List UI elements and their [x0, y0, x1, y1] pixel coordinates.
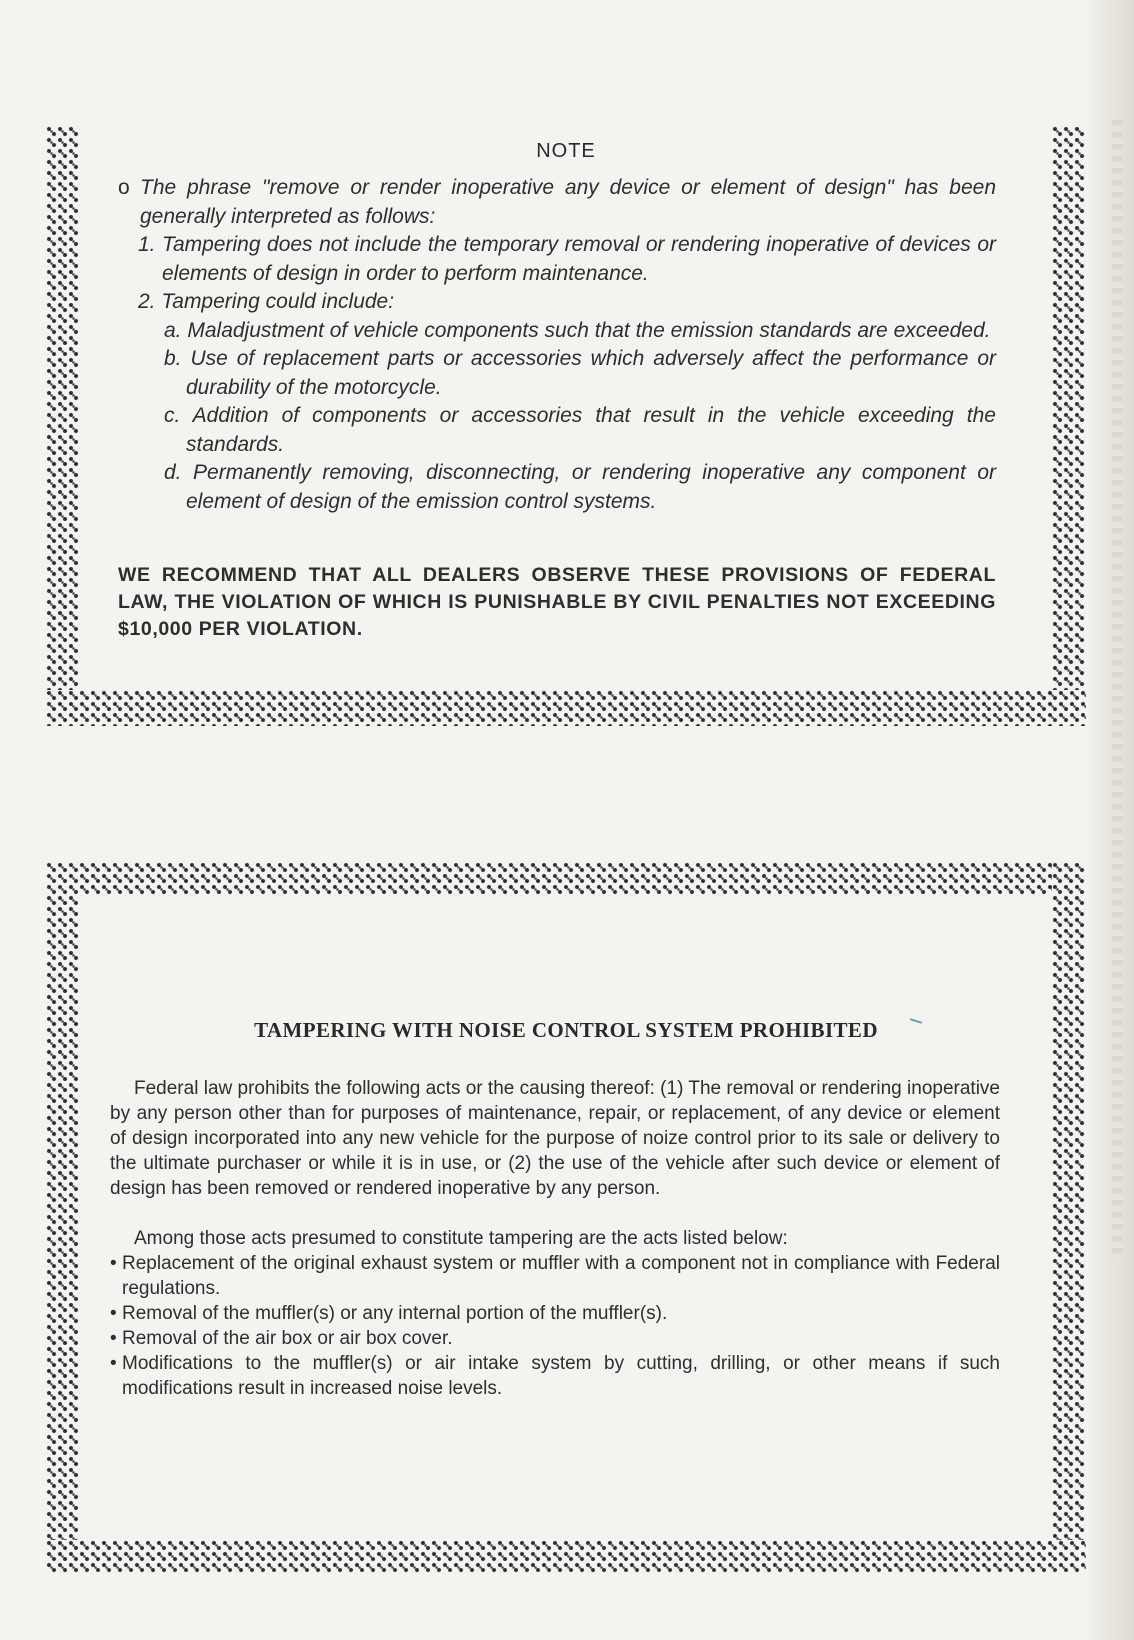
ornamental-border-left: [46, 126, 80, 726]
note-item-1: 1. Tampering does not include the temporary removal or rendering inoperative of devices or elements of design in order to perform maintenance.: [138, 233, 996, 285]
circle-bullet-icon: o: [118, 176, 130, 199]
ornamental-border-right: [1052, 862, 1086, 1574]
noise-body: [110, 1076, 1000, 1401]
ornamental-border-right: [1052, 126, 1086, 726]
note-subitem-d: d. Permanently removing, disconnecting, or rendering inoperative any component or element of design of the emission control systems.: [164, 461, 996, 513]
list-item: • Replacement of the original exhaust system or muffler with a component not in compliance with Federal regulations.: [110, 1253, 1000, 1299]
note-box: [46, 126, 1086, 726]
page-edge-texture: [1112, 120, 1122, 1260]
list-item: • Removal of the muffler(s) or any internal portion of the muffler(s).: [110, 1303, 668, 1324]
ornamental-border-bottom: [46, 1540, 1086, 1574]
bullet-icon: •: [110, 1303, 117, 1324]
note-subitem-c: c. Addition of components or accessories that result in the vehicle exceeding the standards.: [164, 404, 996, 456]
bullet-icon: •: [110, 1253, 117, 1274]
page-edge: [1088, 0, 1134, 1640]
note-subitem-a: a. Maladjustment of vehicle components such that the emission standards are exceeded.: [164, 318, 991, 342]
note-subitem-b: b. Use of replacement parts or accessories which adversely affect the performance or durability of the motorcycle.: [164, 347, 996, 399]
note-item-2: 2. Tampering could include:: [138, 290, 395, 313]
dealer-warning: WE RECOMMEND THAT ALL DEALERS OBSERVE THESE PROVISIONS OF FEDERAL LAW, THE VIOLATION OF WHICH IS PUNISHABLE BY CIVIL PENALTIES NOT EXCEEDING $10,000 PER VIOLATION.: [118, 564, 996, 640]
list-item: • Removal of the air box or air box cover.: [110, 1328, 453, 1349]
noise-lead: Among those acts presumed to constitute tampering are the acts listed below:: [134, 1228, 788, 1249]
note-title: NOTE: [536, 140, 596, 162]
noise-paragraph: Federal law prohibits the following acts or the causing thereof: (1) The removal or rendering inoperative by any person other than for purposes of maintenance, repair, or replacement, of any device or element of design incorporated into any new vehicle for the purpose of noize control prior to its sale or delivery to the ultimate purchaser or while it is in use, or (2) the use of the vehicle after such device or element of design has been removed or rendered inoperative by any person.: [110, 1078, 1000, 1199]
note-body: [118, 174, 996, 516]
noise-box: [46, 862, 1086, 1574]
noise-title: TAMPERING WITH NOISE CONTROL SYSTEM PROHIBITED: [254, 1018, 878, 1042]
ornamental-border-left: [46, 862, 80, 1574]
ornamental-border-bottom: [46, 690, 1086, 726]
bullet-icon: •: [110, 1353, 117, 1374]
ornamental-border-top: [46, 862, 1086, 896]
list-item: • Modifications to the muffler(s) or air intake system by cutting, drilling, or other means if such modifications result in increased noise levels.: [110, 1353, 1000, 1399]
bullet-icon: •: [110, 1328, 117, 1349]
note-intro: o The phrase "remove or render inoperative any device or element of design" has been generally interpreted as follows:: [118, 176, 996, 228]
